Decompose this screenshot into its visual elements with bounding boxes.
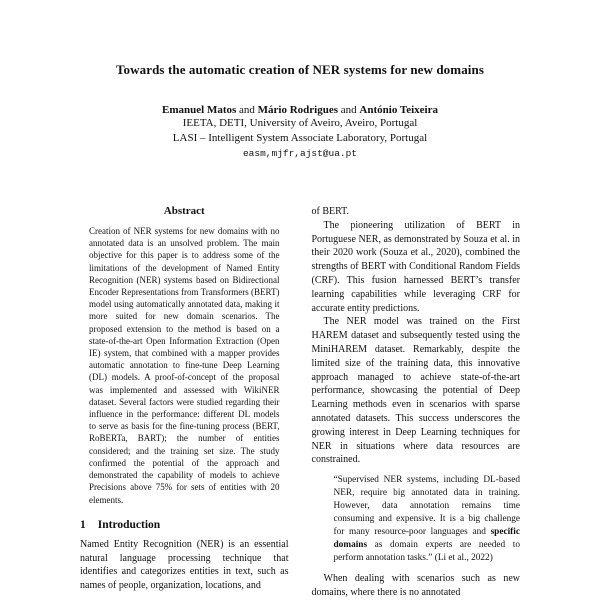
abstract-text: Creation of NER systems for new domains with no annotated data is an unsolved problem. The main objective for this paper is to address some of the limitations of the development of Named Entity Recognition (NER) systems based on Bidirectional Encoder Representations from Transformers (BERT) model using automatically annotated data, making it more suited for new domain scenarios. The proposed extension to the method is based on a state-of-the-art Open Information Extraction (Open IE) system, that combined with a mapper provides automatic annotation to fine-tune Deep Learning (DL) models. A proof-of-concept of the proposal was implemented and assessed with WikiNER dataset. Several factors were studied regarding their influence in the performance: different DL models to serve as basis for the fine-tuning process (BERT, RoBERTa, BART); the number of entities considered; and the training set size. The study confirmed the potential of the approach and demonstrated the capability of models to achieve Precisions above 75% for sets of entities with 20 elements. — [89, 226, 280, 505]
affiliation-line: LASI – Intelligent System Associate Laboratory, Portugal — [172, 131, 428, 144]
two-column-body — [0, 205, 600, 600]
section-title: Introduction — [97, 518, 161, 531]
paragraph-continuation: of BERT. — [311, 206, 350, 218]
section-1-heading — [80, 519, 289, 531]
abstract-heading: Abstract — [163, 205, 205, 218]
quote-bold-phrase: specific domains — [333, 527, 520, 551]
quote-text: as domain experts are needed to perform annotation tasks.” — [333, 540, 520, 564]
quote-citation: (Li et al., 2022) — [434, 553, 493, 564]
paragraph: The NER model was trained on the First HAREM dataset and subsequently tested using the MiniHAREM dataset. Remarkably, despite the limited size of the training data, this innovative approach managed to achieve state-of-the-art performance, showcasing the potential of Deep Learning methods even in scenarios with sparse annotated datasets. This success underscores the growing interest in Deep Learning techniques for NER in situations where data resources are constrained. — [311, 316, 520, 466]
left-column — [80, 205, 289, 600]
author-name: Mário Rodrigues — [257, 104, 339, 116]
block-quote — [334, 474, 521, 565]
section-number: 1 — [80, 518, 86, 531]
affiliation-line: IEETA, DETI, University of Aveiro, Aveiro, Portugal — [182, 117, 418, 129]
right-column — [312, 205, 521, 600]
author-name: Emanuel Matos — [162, 104, 237, 116]
quote-text: “Supervised NER systems, including DL-based NER, require big annotated data in training. However, data annotation remains time consuming and expensive. It is a big challenge for many resource-poor languages and — [333, 475, 520, 538]
author-emails: easm,mjfr,ajst@ua.pt — [242, 148, 358, 160]
paper-title: Towards the automatic creation of NER systems for new domains — [115, 62, 485, 77]
author-separator: and — [236, 104, 258, 116]
author-separator: and — [338, 104, 360, 116]
paragraph: When dealing with scenarios such as new domains, where there is no annotated — [311, 573, 520, 598]
author-name: António Teixeira — [359, 104, 438, 116]
author-line — [0, 104, 600, 116]
paragraph: The pioneering utilization of BERT in Portuguese NER, as demonstrated by Souza et al. in their 2020 work (Souza et al., 2020), combined the strengths of BERT with Conditional Random Fields (CRF). This fusion harnessed BERT’s transfer learning capabilities while leveraging CRF for accurate entity predictions. — [311, 219, 520, 314]
intro-paragraph: Named Entity Recognition (NER) is an essential natural language processing technique that identifies and categorizes entities in text, such as names of people, organization, locations, and — [80, 538, 289, 592]
